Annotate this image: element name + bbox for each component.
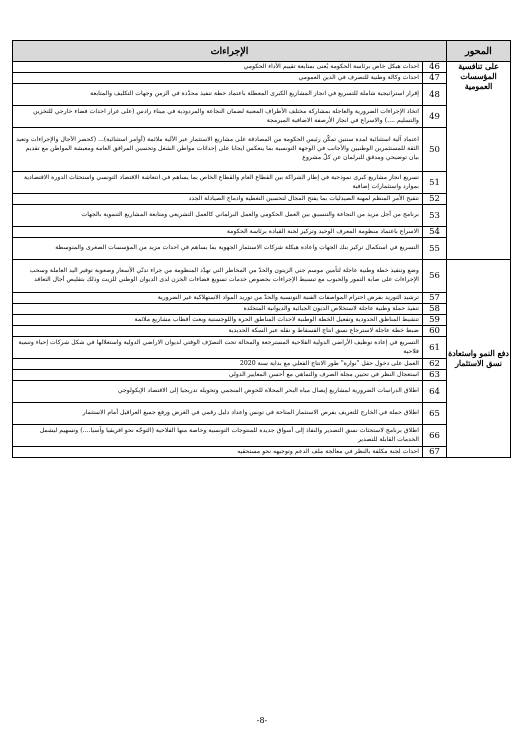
table-row [13,205,511,227]
table-row [13,227,511,238]
measure-number: 51 [423,172,447,194]
measure-number: 67 [423,447,447,458]
measure-number: 64 [423,381,447,403]
measure-text: التسريع في إعادة توظيف الأراضي الدولية الفلاحية المسترجعة والمحالة تحت التصرّف الوقتي لديوان الاراضي الدولية واستغلالها في شكل شركات إحياء وتنمية فلاحية [13,337,423,359]
measure-text: احداث هيكل خاص برئاسة الحكومة يُعنى بمتابعة تقييم الأداء الحكومي [13,62,423,73]
measure-number: 53 [423,205,447,227]
table-row [13,425,511,447]
measure-number: 47 [423,73,447,84]
measure-text: ضبط خطة عاجلة لاسترجاع نسق انتاج الفسفاط و نقله عبر السكة الحديدية [13,326,423,337]
axis-cell: على تنافسية المؤسسات العمومية [447,62,511,260]
axis-column-header: المحور [447,41,511,62]
table-row [13,172,511,194]
measure-text: برنامج من أجل مزيد من النجاعة والتنسيق بين العمل الحكومي والعمل البرلماني كالعمل التشريعي ومتابعة المشاريع التنموية بالجهات [13,205,423,227]
table-header-row [13,41,511,62]
measure-text: احداث وكالة وطنية للتصرف في الدين العمومي [13,73,423,84]
measure-text: اتخاذ الإجراءات الضرورية والعاجلة بمشاركة مختلف الأطراف المعنية لضمان النجاعة والمردودية في ميناء رادس (على غرار احداث فضاء خارجي للتخزين والتسليم ....) والاسراع في انجاز الأرصفة الاضافية المبرمجة [13,106,423,128]
page-number: -8- [256,716,268,725]
measure-text: استعجال النظر في تحيين مجلة الصرف والتماهي مع أحسن المعايير الدولي [13,370,423,381]
measure-text: احداث لجنة مكلفة بالنظر في معالجة ملف الدعم وتوجيهه نحو مستحقيه [13,447,423,458]
measure-number: 59 [423,315,447,326]
table-row [13,370,511,381]
measure-text: تنفيذ حملة وطنية عاجلة لاستخلاص الديون الجبائية والديوانية المتخلدة [13,304,423,315]
table-row [13,304,511,315]
table-row [13,326,511,337]
measure-number: 57 [423,293,447,304]
table-row [13,194,511,205]
table-row [13,260,511,293]
table-row [13,238,511,260]
measure-text: اطلاق برنامج لاستحثاث نسق التصدير والنفاذ إلى أسواق جديدة للمنتوجات التونسية وخاصة منها الفلاحية (التوجّه نحو افريقيا وآسيا....) وتسهيم ليشمل الخدمات القابلة للتصدير [13,425,423,447]
measure-text: تنقيح الأمر المنظم لمهنة الصيدليات بما يفتح المجال لتحسين التغطية وادماج الصيادلة الجدد [13,194,423,205]
measure-text: تسريع انجاز مشاريع كبرى نموذجية في إطار الشراكة بين القطاع العام والقطاع الخاص بما يساهم في انتعاشة الاقتصاد التونسي واستحثاث الدورة الاقتصادية بموارد واستثمارات إضافية [13,172,423,194]
table-row [13,73,511,84]
measure-number: 61 [423,337,447,359]
table-row [13,84,511,106]
measure-number: 49 [423,106,447,128]
measure-number: 46 [423,62,447,73]
table-row [13,128,511,172]
measure-text: ترشيد التوريد بفرض احترام المواصفات الفنية التونسية والحدّ من توريد المواد الاستهلاكية غير الضرورية [13,293,423,304]
measure-text: العمل على دخول حقل "نوارة" طور الانتاج الفعلي مع بداية سنة 2020 [13,359,423,370]
measure-number: 66 [423,425,447,447]
table-row [13,381,511,403]
measure-number: 58 [423,304,447,315]
measure-text: إقرار استراتيجية شاملة للتسريع في انجاز المشاريع الكبرى المعطلة باعتماد خطة تنفيذ محدّدة في الزمن وجهات التكليف والمتابعة [13,84,423,106]
axis-cell: دفع النمو واستعادة نسق الاستثمار [447,260,511,458]
actions-column-header: الإجراءات [13,41,447,62]
table-row [13,106,511,128]
measures-table [12,40,511,458]
measure-text: اعتماد آلية استثنائية لمدة سنتين تمكّن رئيس الحكومة من المصادقة على مشاريع الاستثمار عبر الآلية ملائمة (أوامر استثنائية)... (كحصر الآجال والإجراءات وتعيد الثقة للمستثمرين الوطنيين والأجانب في الوجهة التونسية بما ينعكس ايجابا على إحداثات مواطن الشغل وتحسين المرافق العامة ومعيشة المواطن مع تقديم بيان توضيحي ومدقق للبرلمان عن كلّ مشروع [13,128,423,172]
measure-text: التسريع في استكمال تركيز بنك الجهات واعادة هيكلة شركات الاستثمار الجهوية بما يساهم في احداث مزيد من المؤسسات الصغرى والمتوسطة [13,238,423,260]
table-row [13,337,511,359]
measure-number: 50 [423,128,447,172]
table-body [13,62,511,458]
measure-number: 55 [423,238,447,260]
measure-number: 48 [423,84,447,106]
measure-number: 60 [423,326,447,337]
measure-text: تنشيط المناطق الحدودية وتفعيل الخطة الوطنية لاحداث المناطق الحرة واللوجستية وبعث أقطاب مشاريع ملائمة [13,315,423,326]
document-page [12,40,510,458]
measure-text: اطلاق حملة في الخارج للتعريف بفرص الاستثمار المتاحة في تونس واعداد دليل رقمي في الغرض ورفع جميع العراقيل أمام الاستثمار [13,403,423,425]
measure-number: 62 [423,359,447,370]
measure-text: وضع وتنفيذ خطة وطنية عاجلة لتأمين موسم جني الزيتون والحدّ من المخاطر التي تهدّد المنظومة من جراء تدنّي الأسعار وصعوبة توفير اليد العاملة وسحب الإجراءات على صابة التمور والحبوب مع تبسيط الإجراءات بخصوص خدمات تسويغ فضاءات الخزن لدى الديوان الوطني للزيت وذلك بتقليص أجال التعاقد [13,260,423,293]
measure-text: الاسراع باعتماد منظومة المعرف الوحيد وتركيز لجنة القيادة برئاسة الحكومة [13,227,423,238]
measure-text: اطلاق الدراسات الضرورية لمشاريع إيصال مياه البحر المحلاة للحوض المنجمي وتحويله تدريجيا إلى الاقتصاد الإيكولوجي [13,381,423,403]
table-row [13,447,511,458]
table-row [13,315,511,326]
measure-number: 65 [423,403,447,425]
measure-number: 54 [423,227,447,238]
table-row [13,403,511,425]
measure-number: 52 [423,194,447,205]
table-row [13,62,511,73]
measure-number: 63 [423,370,447,381]
table-row [13,293,511,304]
table-row [13,359,511,370]
measure-number: 56 [423,260,447,293]
